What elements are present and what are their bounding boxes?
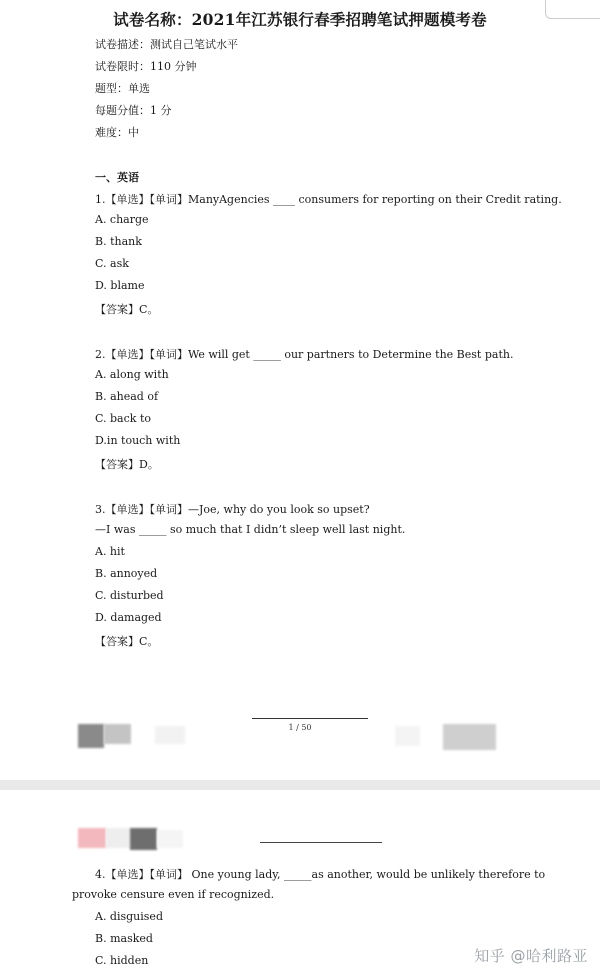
- redacted-logo-block: [155, 726, 185, 744]
- page-separator: [0, 780, 600, 790]
- question-3-option-c: C. disturbed: [95, 589, 164, 602]
- redacted-logo-block: [130, 828, 157, 850]
- question-1-answer: 【答案】C。: [95, 303, 159, 316]
- redacted-logo-block: [78, 828, 106, 848]
- question-2-option-c: C. back to: [95, 412, 151, 425]
- exam-score-per-question: 每题分值：1 分: [95, 104, 172, 117]
- question-4-option-a: A. disguised: [95, 910, 163, 923]
- question-3-option-a: A. hit: [95, 545, 125, 558]
- question-2-option-a: A. along with: [95, 368, 169, 381]
- question-2-stem: 2.【单选】【单词】We will get _____ our partners to Determine the Best path.: [95, 348, 514, 361]
- redacted-logo-block: [157, 830, 183, 848]
- exam-difficulty: 难度：中: [95, 126, 139, 139]
- exam-description: 试卷描述：测试自己笔试水平: [95, 38, 238, 51]
- question-1-stem: 1.【单选】【单词】ManyAgencies ____ consumers for reporting on their Credit rating.: [95, 193, 562, 206]
- redacted-logo-block: [104, 724, 131, 744]
- question-3-stem: 3.【单选】【单词】—Joe, why do you look so upset?: [95, 503, 370, 516]
- section-heading: 一、英语: [95, 171, 139, 184]
- question-2-option-d: D.in touch with: [95, 434, 181, 447]
- redacted-logo-block: [78, 724, 104, 748]
- question-3-option-d: D. damaged: [95, 611, 162, 624]
- question-4-option-b: B. masked: [95, 932, 153, 945]
- question-1-option-c: C. ask: [95, 257, 129, 270]
- question-2-answer: 【答案】D。: [95, 458, 159, 471]
- exam-time-limit: 试卷限时：110 分钟: [95, 60, 197, 73]
- question-3-answer: 【答案】C。: [95, 635, 159, 648]
- header-rule: [260, 842, 382, 843]
- redacted-logo-block: [443, 724, 496, 750]
- exam-question-type: 题型：单选: [95, 82, 150, 95]
- redacted-logo-block: [106, 828, 130, 848]
- question-4-option-c: C. hidden: [95, 954, 149, 967]
- footer-rule: [252, 718, 368, 719]
- question-2-option-b: B. ahead of: [95, 390, 159, 403]
- question-4-stem: 4.【单选】【单词】 One young lady, _____as another, would be unlikely therefore to: [95, 868, 546, 881]
- question-1-option-d: D. blame: [95, 279, 145, 292]
- question-1-option-b: B. thank: [95, 235, 142, 248]
- redacted-logo-block: [395, 726, 420, 746]
- page-2: [0, 790, 600, 980]
- exam-title: 试卷名称：2021年江苏银行春季招聘笔试押题模考卷: [113, 10, 487, 29]
- zhihu-watermark: 知乎 @哈利路亚: [474, 947, 588, 965]
- question-3-option-b: B. annoyed: [95, 567, 158, 580]
- question-4-stem-line-2: provoke censure even if recognized.: [72, 888, 275, 901]
- page-number: 1 / 50: [288, 723, 312, 732]
- question-1-option-a: A. charge: [95, 213, 149, 226]
- question-3-stem-line-2: —I was _____ so much that I didn’t sleep well last night.: [95, 523, 406, 536]
